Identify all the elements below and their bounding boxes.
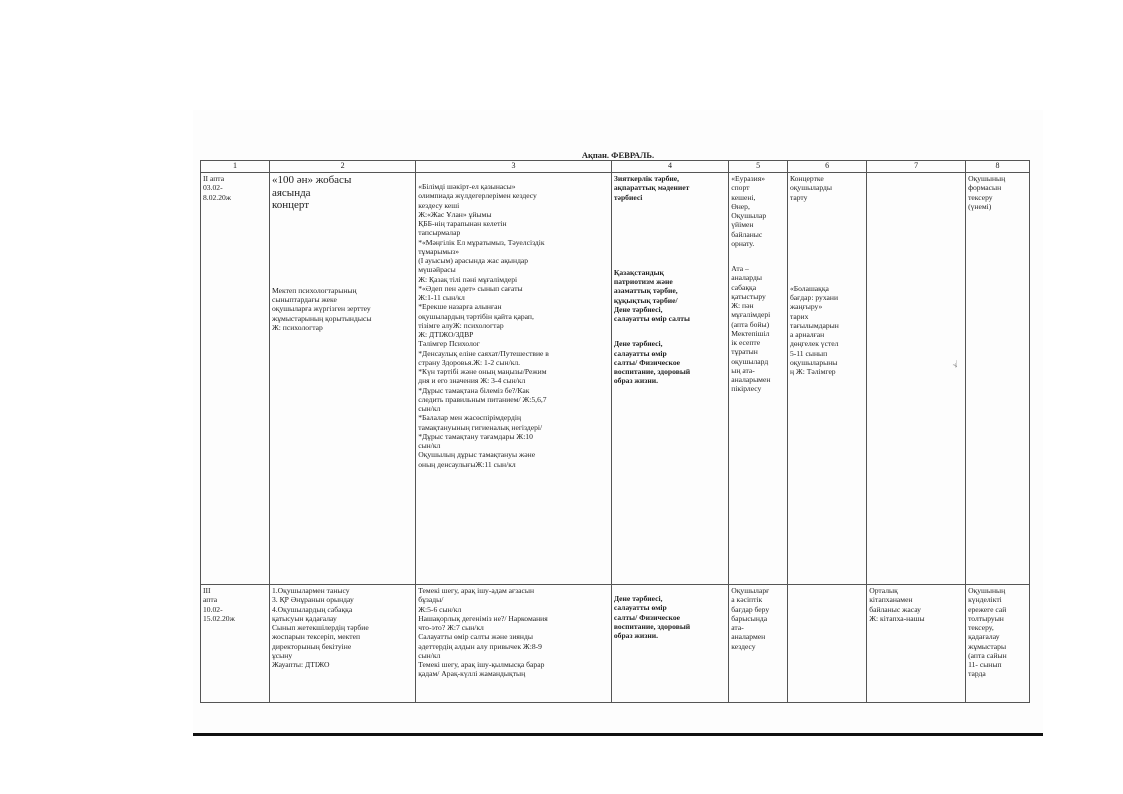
cell-text-line: салауатты өмір — [613, 603, 667, 613]
cell-text-line: ұсыну — [271, 650, 293, 660]
cell-text-line: аналарды — [731, 273, 762, 283]
cell-text-line: а арналған — [789, 330, 825, 339]
cell-text-line: 5-11 сынып — [789, 348, 828, 358]
cell-text-line: 4.Оқушылардың сабаққа — [271, 604, 353, 614]
cell-text-line: Ж: Қазақ тілі пәні мұғалімдері — [418, 274, 518, 284]
signature-mark: ɤ⁄ — [950, 359, 961, 370]
column-header: 2 — [269, 161, 415, 173]
cell-text-line: тұратын — [731, 347, 758, 357]
cell-text-line: салты/ Физическое — [613, 357, 680, 367]
cell-text-line: Концертке — [789, 174, 824, 183]
cell-text-line: сабаққа — [731, 282, 757, 292]
cell-col7 — [867, 585, 966, 703]
cell-text-line: толтыруын — [968, 613, 1004, 623]
cell-text-line: бағдар беру — [731, 604, 770, 614]
cell-text-line: Оқушының — [968, 174, 1006, 183]
cell-text-line: олимпиада жүлдегерлерімен кездесу — [418, 191, 537, 201]
cell-text-line: оқушыларыны — [789, 357, 838, 367]
cell-text-line: кешені, — [731, 192, 756, 202]
cell-text-line: концерт — [271, 199, 310, 212]
cell-text-line: *Дұрыс тамақтана білеміз бе?/Как — [418, 385, 530, 395]
cell-text-line: тәрбиесі — [613, 192, 643, 202]
cell-text-line: Мектепішіл — [731, 328, 770, 338]
cell-text-line: Сынып жетекшілердің тәрбие — [271, 623, 369, 632]
cell-text-line: тексеру — [968, 192, 993, 202]
cell-text-line: байланыс — [731, 229, 763, 239]
plan-table — [200, 160, 1030, 703]
cell-text-line: Темекі шегу, арақ ішу-қылмысқа барар — [418, 660, 545, 669]
cell-text-line: сыныптардағы жеке — [271, 295, 337, 305]
cell-text-line: а кәсіптік — [731, 595, 763, 605]
cell-text-line: тізімге алуЖ: психологтар — [418, 320, 504, 330]
cell-text-line: 03.02- — [203, 183, 223, 193]
cell-text-line: 10.02- — [203, 604, 223, 614]
cell-col5 — [729, 585, 788, 703]
cell-text-line: Дене тәрбиесі, — [613, 594, 663, 603]
cell-text-line: аясында — [271, 186, 311, 199]
cell-text-line: ІІІ — [203, 586, 211, 595]
cell-text-line: *«Әдеп пен әдет» сынып сағаты — [418, 283, 523, 293]
cell-col4 — [611, 585, 728, 703]
cell-text-line: оқушыларды — [789, 183, 832, 193]
cell-text-line: воспитание, здоровый — [613, 367, 691, 376]
cell-text-line: Ата – — [731, 264, 749, 273]
scanned-page — [193, 110, 1043, 736]
table-row — [201, 585, 1030, 703]
cell-text-line: Тәлімгер Психолог — [418, 339, 480, 349]
cell-text-line: 11- сынып — [968, 660, 1002, 669]
cell-text-line: 15.02.20ж — [203, 613, 235, 623]
cell-text-line: кездесу — [731, 641, 756, 651]
cell-text-line: пікірлесу — [731, 384, 762, 394]
cell-text-line: спорт — [731, 183, 750, 193]
cell-text-line: оқушыларға жүргізген зерттеу — [271, 304, 371, 314]
column-header: 6 — [787, 161, 866, 173]
cell-col3 — [416, 173, 612, 585]
cell-text-line: Дене тәрбиесі, — [613, 304, 663, 314]
cell-text-line: ың ата- — [731, 365, 755, 375]
cell-text-line: әдеттердің алдын алу привычек Ж:8-9 — [418, 641, 542, 651]
cell-text-line: образ жизни. — [613, 376, 659, 386]
cell-text-line: *Дұрыс тамақтану тағамдары Ж:10 — [418, 431, 533, 441]
cell-text-line: «Болашаққа — [789, 283, 829, 293]
cell-text-line: Ж: пән — [731, 301, 754, 310]
cell-text-line: Жауапты: ДТІЖО — [271, 660, 330, 669]
cell-text-line: Салауатты өмір салты және зиянды — [418, 632, 533, 642]
column-header: 8 — [966, 161, 1030, 173]
column-header: 1 — [201, 161, 270, 173]
cell-text-line: формасын — [968, 183, 1002, 193]
cell-text-line: Ж: кітапха-нашы — [869, 613, 925, 623]
cell-text-line: күнделікті — [968, 595, 1002, 605]
cell-text-line: Оқушыларғ — [731, 586, 770, 595]
cell-text-line: қадағалау — [968, 632, 1000, 642]
cell-col6 — [787, 173, 866, 585]
cell-text-line: кітапханамен — [869, 595, 913, 605]
cell-text-line: байланыс жасау — [869, 604, 921, 614]
cell-col8 — [966, 585, 1030, 703]
cell-col3 — [416, 585, 612, 703]
cell-text-line: тарда — [968, 669, 986, 679]
cell-text-line: 1.Оқушылармен танысу — [271, 586, 350, 595]
cell-text-line: оқушылардың тәртібін қайта қарап, — [418, 311, 534, 321]
cell-text-line: бұзады/ — [418, 595, 444, 605]
cell-text-line: ІІ апта — [203, 174, 225, 183]
cell-text-line: Қазақстандық — [613, 267, 664, 277]
cell-text-line: Оқушының — [968, 586, 1006, 595]
cell-text-line: Ж: ДТІЖО/ЗДВР — [418, 330, 474, 339]
cell-text-line: ережеге сай — [968, 604, 1007, 614]
table-row — [201, 173, 1030, 585]
cell-text-line: Ж:1-11 сын/кл — [418, 293, 465, 302]
cell-text-line: Орталық — [869, 586, 898, 595]
cell-text-line: тексеру, — [968, 623, 994, 632]
cell-text-line: Оқушылар — [731, 211, 767, 220]
cell-text-line: мұғалімдері — [731, 310, 771, 320]
cell-text-line: тұмарымыз» — [418, 246, 460, 256]
cell-text-line: жаңғыру» — [789, 302, 823, 312]
cell-text-line: «Білімді шәкірт-ел қазынасы» — [418, 182, 516, 191]
cell-text-line: тарту — [789, 192, 808, 202]
cell-text-line: ақпараттық мәдениет — [613, 183, 690, 193]
cell-text-line: құқықтық тәрбие/ — [613, 295, 678, 305]
cell-text-line: тапсырмалар — [418, 228, 461, 238]
cell-text-line: воспитание, здоровый — [613, 621, 691, 631]
cell-col2 — [269, 585, 415, 703]
cell-col2 — [269, 173, 415, 585]
cell-col7 — [867, 173, 966, 585]
header-row — [201, 161, 1030, 173]
cell-text-line: сын/кл — [418, 441, 441, 450]
cell-text-line: *Балалар мен жасөспірімдердің — [418, 413, 522, 423]
cell-col4 — [611, 173, 728, 585]
cell-text-line: Ж: психологтар — [271, 322, 323, 332]
cell-text-line: оқушылард — [731, 356, 769, 366]
cell-text-line: салты/ Физическое — [613, 612, 680, 622]
cell-text-line: бағдар: рухани — [789, 293, 839, 302]
cell-text-line: ң Ж: Тәлімгер — [789, 367, 836, 376]
cell-text-line: үйімен — [731, 220, 754, 230]
cell-text-line: Ж:«Жас Ұлан» ұйымы — [418, 209, 492, 219]
cell-text-line: дня и его значения Ж: 3-4 сын/кл — [418, 376, 526, 386]
cell-text-line: (апта бойы) — [731, 319, 770, 329]
cell-text-line: *Денсаулық еліне саяхат/Путешествие в — [418, 348, 549, 358]
week-cell — [201, 585, 270, 703]
cell-text-line: сын/кл — [418, 404, 441, 413]
cell-text-line: Ж:5-6 сын/кл — [418, 604, 462, 614]
cell-text-line: 3. ҚР Әнұранын орындау — [271, 595, 354, 605]
cell-text-line: жоспарын тексеріп, мектеп — [271, 632, 361, 642]
cell-text-line: Нашақорлық дегеніміз не?/ Наркомания — [418, 613, 548, 623]
cell-text-line: что-это? Ж:7 сын/кл — [418, 623, 484, 632]
cell-text-line: образ жизни. — [613, 631, 659, 640]
cell-text-line: тағылымдарын — [789, 320, 839, 330]
cell-text-line: Темекі шегу, арақ ішу-адам ағзасын — [418, 586, 535, 595]
cell-text-line: апта — [203, 595, 218, 605]
cell-text-line: «Еуразия» — [731, 174, 766, 183]
column-header: 4 — [611, 161, 728, 173]
cell-text-line: мүшәйрасы — [418, 265, 456, 275]
cell-text-line: ата- — [731, 623, 744, 632]
week-cell — [201, 173, 270, 585]
cell-text-line: Оқушылың дұрыс тамақтануы және — [418, 450, 536, 460]
page-title: Ақпан. ФЕВРАЛЬ. — [581, 150, 655, 160]
cell-text-line: тарих — [789, 311, 809, 321]
cell-text-line: салауатты өмір — [613, 348, 667, 358]
cell-text-line: тамақтануының гигиеналық негіздері/ — [418, 422, 543, 432]
cell-text-line: аналармен — [731, 632, 766, 642]
cell-text-line: (үнемі) — [968, 201, 992, 211]
cell-text-line: *«Мәңгілік Ел мұратымыз, Тәуелсіздік — [418, 237, 545, 247]
cell-text-line: салауатты өмір салты — [613, 314, 690, 323]
cell-text-line: (апта сайын — [968, 650, 1007, 660]
cell-text-line: страну Здоровья.Ж: 1-2 сын/кл. — [418, 357, 521, 367]
cell-text-line: азаматтық тәрбие, — [613, 286, 678, 296]
cell-text-line: *Күн тәртібі және оның маңызы/Режим — [418, 367, 547, 376]
cell-text-line: патриотизм және — [613, 277, 673, 286]
cell-col6 — [787, 585, 866, 703]
cell-col8 — [966, 173, 1030, 585]
cell-text-line: (І ауысым) арасында жас ақындар — [418, 256, 529, 265]
cell-text-line: дөңгелек үстел — [789, 339, 839, 349]
cell-text-line: қатыстыру — [731, 291, 766, 301]
cell-text-line: жұмыстарының қорытындысы — [271, 313, 372, 323]
cell-text-line: ҚББ-нің тарапынан келетін — [418, 219, 507, 228]
cell-text-line: *Ерекше назарға алынған — [418, 302, 502, 312]
cell-text-line: 8.02.20ж — [203, 192, 232, 202]
cell-text-line: директорының бекітуіне — [271, 641, 352, 651]
cell-text-line: Зияткерлік тәрбие, — [613, 174, 680, 183]
column-header: 3 — [416, 161, 612, 173]
column-header: 5 — [729, 161, 788, 173]
cell-col5 — [729, 173, 788, 585]
cell-text-line: ік есепте — [731, 338, 761, 347]
cell-text-line: жұмыстары — [968, 641, 1007, 651]
cell-text-line: Дене тәрбиесі, — [613, 339, 663, 349]
cell-text-line: қадам/ Арақ-күллі жамандықтың — [418, 669, 526, 679]
cell-text-line: «100 ән» жобасы — [271, 174, 352, 186]
cell-text-line: сын/кл — [418, 650, 441, 660]
cell-text-line: қатысуын қадағалау — [271, 613, 337, 623]
cell-text-line: оның денсаулығыЖ:11 сын/кл — [418, 459, 516, 469]
cell-text-line: аналарымен — [731, 375, 771, 384]
page-bottom-edge — [193, 733, 1043, 736]
cell-text-line: Мектеп психологтарының — [271, 285, 357, 295]
column-header: 7 — [867, 161, 966, 173]
cell-text-line: следить правильным питанием/ Ж:5,6,7 — [418, 394, 547, 404]
cell-text-line: Өнер, — [731, 201, 750, 211]
cell-text-line: барысында — [731, 613, 768, 623]
cell-text-line: орнату. — [731, 238, 755, 248]
cell-text-line: кездесу кеші — [418, 200, 460, 210]
